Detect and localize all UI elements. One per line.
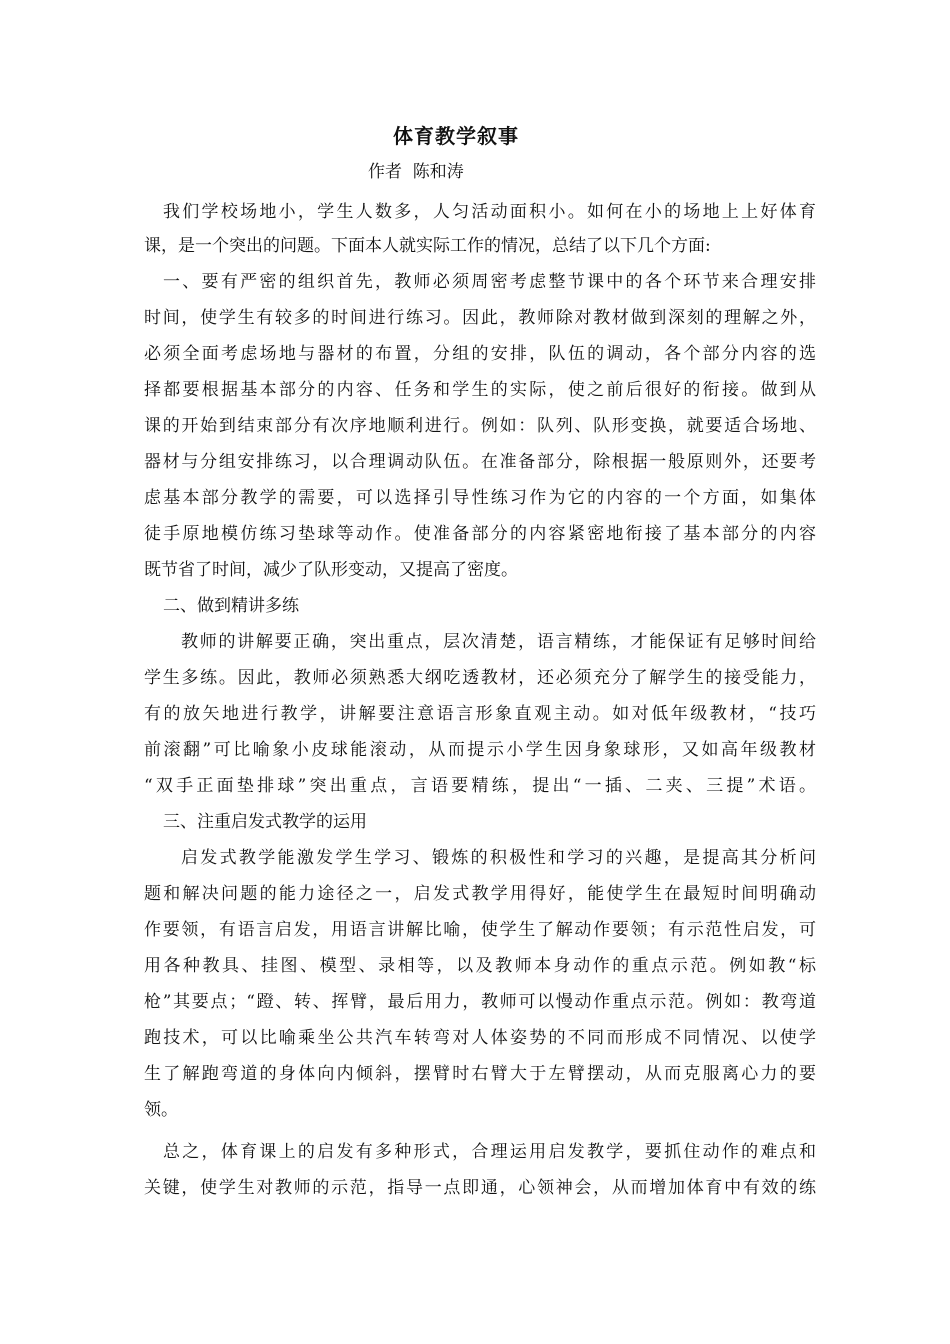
paragraph-line: 总之，体育课上的启发有多种形式，合理运用启发教学，要抓住动作的难点和 [163,1142,816,1162]
paragraph-line: 课，是一个突出的问题。下面本人就实际工作的情况，总结了以下几个方面: [144,236,711,256]
paragraph-line: 必须全面考虑场地与器材的布置，分组的安排，队伍的调动，各个部分内容的选 [144,344,816,364]
paragraph-line: 择都要根据基本部分的内容、任务和学生的实际，使之前后很好的衔接。做到从 [144,380,816,400]
paragraph-line: 跑技术，可以比喻乘坐公共汽车转弯对人体姿势的不同而形成不同情况、以使学 [144,1028,816,1048]
paragraph-line: 器材与分组安排练习，以合理调动队伍。在准备部分，除根据一般原则外，还要考 [144,452,816,472]
paragraph-line: 学生多练。因此，教师必须熟悉大纲吃透教材，还必须充分了解学生的接受能力， [144,668,816,688]
paragraph-line: 教师的讲解要正确，突出重点，层次清楚，语言精练，才能保证有足够时间给 [181,632,816,652]
document-title: 体育教学叙事 [393,124,519,148]
paragraph-line: 我们学校场地小，学生人数多，人匀活动面积小。如何在小的场地上上好体育 [163,202,816,222]
paragraph-line: 前滚翻”可比喻象小皮球能滚动，从而提示小学生因身象球形，又如高年级教材 [144,740,816,760]
paragraph-line: 既节省了时间，减少了队形变动，又提高了密度。 [144,560,518,580]
section-heading-line: 一、要有严密的组织首先，教师必须周密考虑整节课中的各个环节来合理安排 [163,272,816,292]
paragraph-line: 虑基本部分教学的需要，可以选择引导性练习作为它的内容的一个方面，如集体 [144,488,816,508]
paragraph-line: 用各种教具、挂图、模型、录相等，以及教师本身动作的重点示范。例如教“标 [144,956,816,976]
paragraph-line: 生了解跑弯道的身体向内倾斜，摆臂时右臂大于左臂摆动，从而克服离心力的要 [144,1064,816,1084]
paragraph-line: 启发式教学能激发学生学习、锻炼的积极性和学习的兴趣，是提高其分析问 [181,848,816,868]
paragraph-line: 作要领，有语言启发，用语言讲解比喻，使学生了解动作要领；有示范性启发，可 [144,920,816,940]
paragraph-line: 时间，使学生有较多的时间进行练习。因此，教师除对教材做到深刻的理解之外， [144,308,816,328]
paragraph-line: 有的放矢地进行教学，讲解要注意语言形象直观主动。如对低年级教材，“技巧 [144,704,816,724]
paragraph-line: 关键，使学生对教师的示范，指导一点即通，心领神会，从而增加体育中有效的练 [144,1178,816,1198]
paragraph-line: “双手正面垫排球”突出重点，言语要精练，提出“一插、二夹、三提”术语。 [144,776,816,796]
paragraph-line: 徒手原地模仿练习垫球等动作。使准备部分的内容紧密地衔接了基本部分的内容 [144,524,816,544]
section-heading: 三、注重启发式教学的运用 [163,812,367,832]
paragraph-line: 题和解决问题的能力途径之一，启发式教学用得好，能使学生在最短时间明确动 [144,884,816,904]
paragraph-line: 课的开始到结束部分有次序地顺利进行。例如：队列、队形变换，就要适合场地、 [144,416,816,436]
document-author: 作者 陈和涛 [368,162,464,182]
section-heading: 二、做到精讲多练 [163,596,299,616]
paragraph-line: 枪”其要点；“蹬、转、挥臂，最后用力，教师可以慢动作重点示范。例如：教弯道 [144,992,816,1012]
paragraph-line: 领。 [144,1100,178,1120]
